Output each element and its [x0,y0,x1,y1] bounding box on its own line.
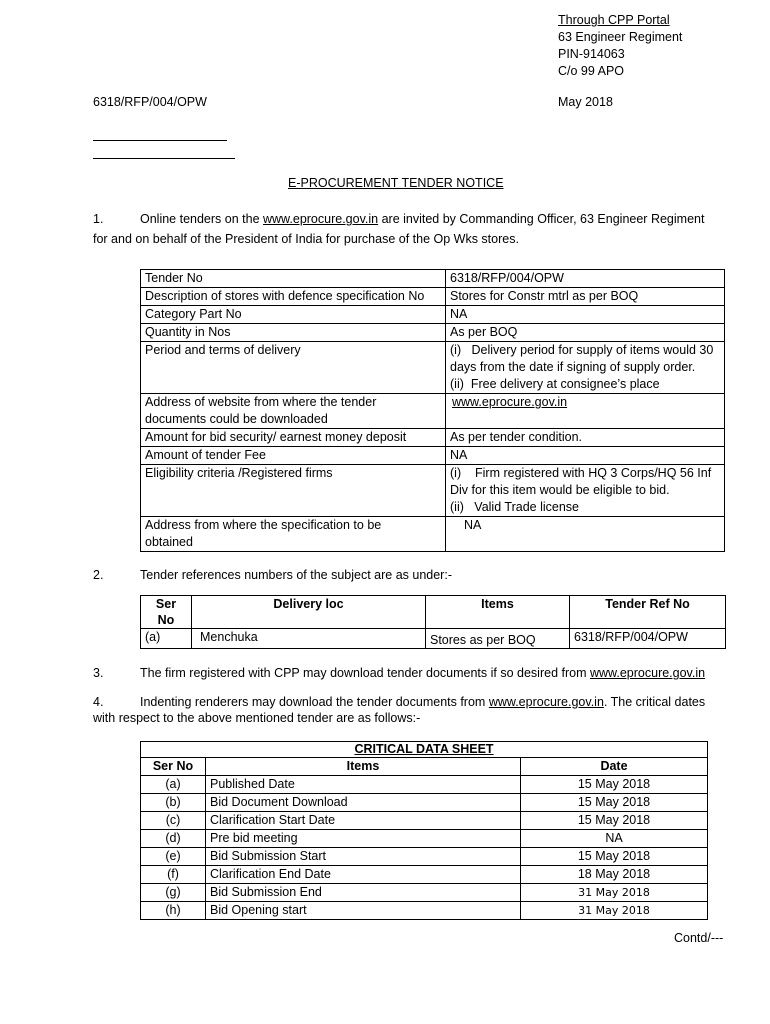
period-value-line: (ii) Free delivery at consignee’s place [450,377,660,391]
table-row [141,288,725,306]
date-cell: 18 May 2018 [521,866,708,884]
fee-value: NA [446,447,725,465]
table-row [141,629,726,649]
eligibility-value-line: (ii) Valid Trade license [450,500,579,514]
eprocure-link-table[interactable]: www.eprocure.gov.in [452,395,568,409]
apo-line: C/o 99 APO [558,64,625,78]
item-cell: Pre bid meeting [206,830,521,848]
ser-header-line: Ser [155,597,177,611]
critical-sheet-title-text: CRITICAL DATA SHEET [354,742,494,756]
para-1-number: 1. [93,212,104,226]
table-row [141,902,708,920]
date-header: Date [521,758,708,776]
eprocure-link-3[interactable]: www.eprocure.gov.in [488,695,604,709]
items-header: Items [426,596,570,629]
notice-title: E-PROCUREMENT TENDER NOTICE [288,176,504,190]
para-4-number: 4. [93,695,104,709]
ser-no-header [141,596,192,629]
eprocure-link-2[interactable]: www.eprocure.gov.in [589,666,706,680]
tender-reference-table [140,595,726,649]
para-2-number: 2. [93,568,104,582]
fee-label: Amount of tender Fee [141,447,446,465]
period-value-line: (i) Delivery period for supply of items would 30 [450,343,714,357]
website-label [141,394,446,429]
date-cell: 15 May 2018 [521,776,708,794]
item-cell: Bid Submission Start [206,848,521,866]
ser-no-header: Ser No [141,758,206,776]
para-4-post: . The critical dates [603,695,706,709]
ser-cell: (b) [141,794,206,812]
tender-no-value: 6318/RFP/004/OPW [446,270,725,288]
date-cell: 31 May 2018 [521,902,708,920]
letter-date: May 2018 [558,95,613,109]
table-row [141,848,708,866]
eligibility-value-line: (i) Firm registered with HQ 3 Corps/HQ 56 Inf [450,466,712,480]
portal-line: Through CPP Portal [558,13,670,27]
unit-line: 63 Engineer Regiment [558,30,683,44]
table-row [141,306,725,324]
website-label-line: documents could be downloaded [145,412,328,426]
ser-cell: (f) [141,866,206,884]
category-label: Category Part No [141,306,446,324]
paragraph-4 [93,694,705,726]
table-row [141,270,725,288]
eligibility-label: Eligibility criteria /Registered firms [141,465,446,517]
para-4-pre: Indenting renderers may download the tender documents from [140,695,489,709]
specification-label-line: Address from where the specification to be [145,518,382,532]
critical-data-sheet-table [140,741,708,920]
blank-line-2 [93,158,235,159]
table-row [141,324,725,342]
item-cell: Clarification End Date [206,866,521,884]
item-cell: Published Date [206,776,521,794]
table-row [141,447,725,465]
date-cell: 15 May 2018 [521,794,708,812]
address-block [558,12,682,80]
critical-sheet-title [141,742,708,758]
ser-cell: (c) [141,812,206,830]
para-3-pre: The firm registered with CPP may download tender documents if so desired from [140,666,590,680]
ser-cell: (a) [141,776,206,794]
eprocure-link-1[interactable]: www.eprocure.gov.in [263,212,379,226]
specification-value-text: NA [464,518,482,532]
table-row [141,429,725,447]
table-row [141,812,708,830]
table-row [141,884,708,902]
paragraph-1 [93,209,733,249]
description-label: Description of stores with defence specification No [141,288,446,306]
para-4-line2: with respect to the above mentioned tender are as follows:- [93,711,421,725]
date-cell: 15 May 2018 [521,848,708,866]
tender-details-table [140,269,725,552]
security-value: As per tender condition. [446,429,725,447]
period-label: Period and terms of delivery [141,342,446,394]
paragraph-3 [93,663,705,683]
date-cell: NA [521,830,708,848]
reference-number: 6318/RFP/004/OPW [93,95,207,109]
eligibility-value [446,465,725,517]
ref-loc-cell: Menchuka [192,629,426,649]
table-header-row [141,596,726,629]
table-row [141,342,725,394]
table-row [141,517,725,552]
specification-value [446,517,725,552]
period-value-line: days from the date if signing of supply order. [450,360,696,374]
specification-label [141,517,446,552]
para-3-number: 3. [93,666,104,680]
delivery-loc-header: Delivery loc [192,596,426,629]
blank-line-1 [93,140,227,141]
table-row [141,465,725,517]
pin-line: PIN-914063 [558,47,625,61]
table-header-row [141,758,708,776]
quantity-value: As per BOQ [446,324,725,342]
items-header: Items [206,758,521,776]
date-cell: 15 May 2018 [521,812,708,830]
item-cell: Bid Opening start [206,902,521,920]
description-value: Stores for Constr mtrl as per BOQ [446,288,725,306]
date-cell: 31 May 2018 [521,884,708,902]
table-row [141,830,708,848]
continued-marker: Contd/--- [674,931,724,945]
security-label: Amount for bid security/ earnest money deposit [141,429,446,447]
specification-label-line: obtained [145,535,193,549]
item-cell: Bid Submission End [206,884,521,902]
paragraph-2 [93,565,452,585]
table-row [141,394,725,429]
table-row [141,794,708,812]
para-2-text: Tender references numbers of the subject are as under:- [140,568,452,582]
item-cell: Clarification Start Date [206,812,521,830]
eligibility-value-line: Div for this item would be eligible to bid. [450,483,670,497]
ref-items-cell: Stores as per BOQ [426,629,570,649]
website-value [446,394,725,429]
ser-cell: (g) [141,884,206,902]
tender-no-label: Tender No [141,270,446,288]
ser-cell: (h) [141,902,206,920]
ref-ser-cell: (a) [141,629,192,649]
ser-header-line: No [157,613,175,627]
ser-cell: (d) [141,830,206,848]
para-1-line2: for and on behalf of the President of India for purchase of the Op Wks stores. [93,232,519,246]
period-value [446,342,725,394]
table-row [141,866,708,884]
website-label-line: Address of website from where the tender [145,395,377,409]
item-cell: Bid Document Download [206,794,521,812]
quantity-label: Quantity in Nos [141,324,446,342]
ref-tender-no-cell: 6318/RFP/004/OPW [570,629,726,649]
table-title-row [141,742,708,758]
table-row [141,776,708,794]
ser-cell: (e) [141,848,206,866]
tender-ref-header: Tender Ref No [570,596,726,629]
category-value: NA [446,306,725,324]
para-1-pre: Online tenders on the [140,212,263,226]
para-1-post: are invited by Commanding Officer, 63 Engineer Regiment [378,212,705,226]
